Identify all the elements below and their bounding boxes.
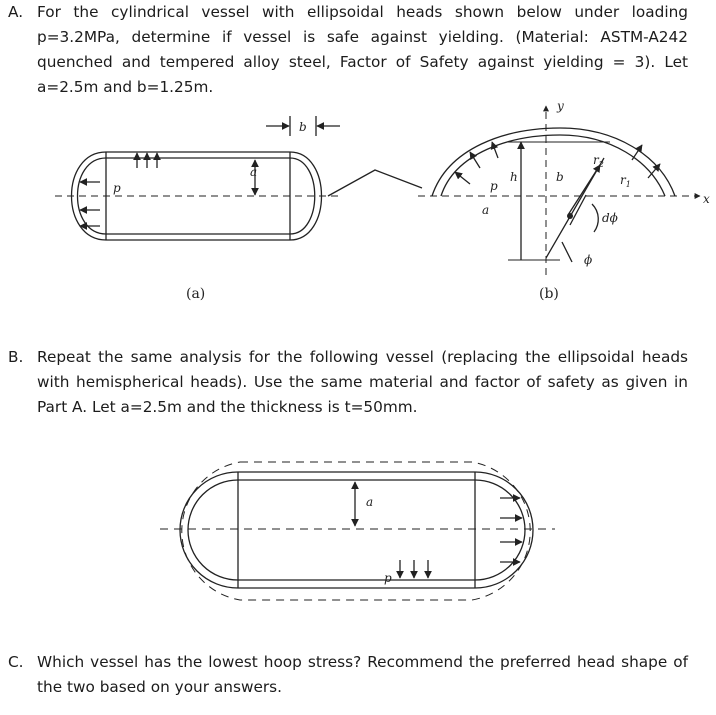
sym-a-c: a bbox=[366, 495, 374, 509]
caption-a: (a) bbox=[186, 286, 206, 302]
sym-a-a: a bbox=[250, 165, 258, 179]
sym-p-b: p bbox=[490, 179, 498, 193]
sym-r1: $r_1$ bbox=[620, 173, 631, 189]
sym-y: y bbox=[557, 99, 564, 113]
figure-ellipsoidal-vessel bbox=[0, 95, 716, 310]
vessel-b-outline bbox=[180, 472, 533, 588]
sym-r2: $r_2$ bbox=[593, 153, 604, 169]
question-b-text: Repeat the same analysis for the following vessel (replacing the ellipsoidal heads with hemispherical heads). Use the same material and factor of safety as given in Part A. Let a=2.5m and the thickness is t=50mm. bbox=[37, 348, 688, 416]
sym-dphi: dϕ bbox=[602, 211, 618, 225]
sym-x: x bbox=[703, 192, 710, 206]
question-a bbox=[8, 0, 688, 100]
question-a-label: A. bbox=[8, 3, 24, 21]
question-c bbox=[8, 650, 688, 700]
head-b-outline bbox=[432, 128, 675, 196]
sym-b-a: b bbox=[299, 120, 307, 134]
question-b bbox=[8, 345, 688, 420]
sym-p-a: p bbox=[113, 181, 121, 195]
sym-b-b: b bbox=[556, 170, 564, 184]
figure-hemispherical-vessel bbox=[0, 455, 716, 610]
sym-phi: ϕ bbox=[584, 253, 593, 267]
sym-h: h bbox=[510, 170, 518, 184]
sym-p-c: p bbox=[384, 571, 392, 585]
sym-a-b: a bbox=[482, 203, 490, 217]
question-a-text: For the cylindrical vessel with ellipsoidal heads shown below under loading p=3.2MPa, determine if vessel is safe against yielding. (Material: ASTM-A242 quenched and tempered alloy steel, Factor of Safety against yielding = 3). Let a=2.5m and b=1.25m. bbox=[37, 3, 688, 96]
question-c-text: Which vessel has the lowest hoop stress? Recommend the preferred head shape of the two based on your answers. bbox=[37, 653, 688, 696]
question-b-label: B. bbox=[8, 348, 24, 366]
question-c-label: C. bbox=[8, 653, 24, 671]
caption-b: (b) bbox=[539, 286, 559, 302]
